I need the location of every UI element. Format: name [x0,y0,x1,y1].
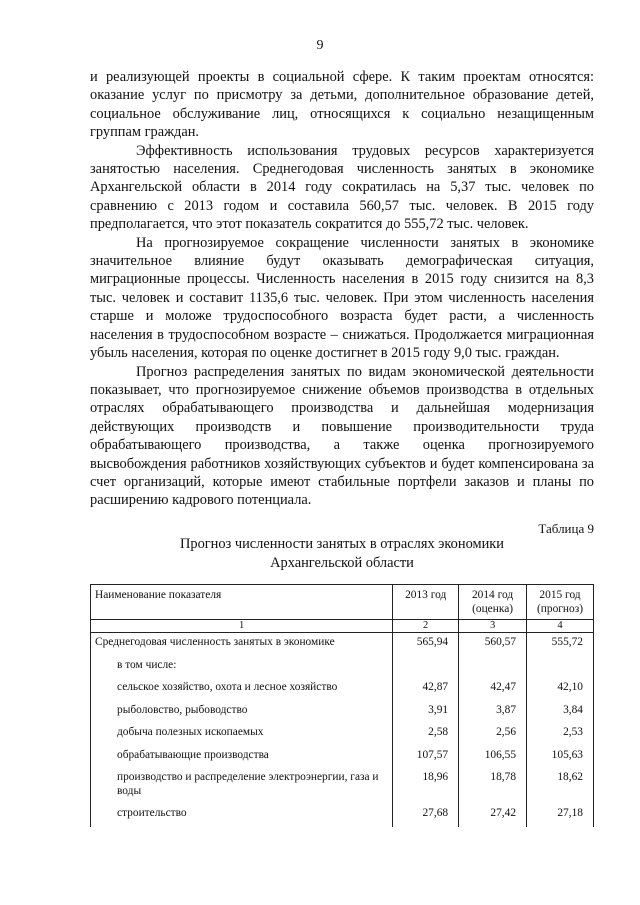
table-title [90,535,594,573]
row-label: добыча полезных ископаемых [91,723,393,746]
table-row [91,723,594,746]
value-2015: 27,18 [527,804,594,827]
value-2015: 105,63 [527,746,594,769]
column-number-row [91,620,594,633]
paragraph-4: Прогноз распределения занятых по видам экономической деятельности показывает, что прогнозируемое снижение объемов производства в отдельных отраслях обрабатывающего производства и дальнейшая модернизация действующих производств и повышение производительности труда обрабатывающего производства, а также оценка прогнозируемого высвобождения работников хозяйствующих субъектов и будет компенсирована за счет организаций, которые имеют стабильные портфели заказов и планы по расширению кадрового потенциала. [90,363,594,509]
table-header-row [91,585,594,620]
value-2014: 2,56 [459,723,527,746]
value-2013: 565,94 [393,633,459,656]
value-2015 [527,656,594,679]
column-number-1: 1 [91,620,393,633]
header-2015: 2015 год (прогноз) [527,585,594,620]
value-2014: 3,87 [459,701,527,724]
table-row [91,656,594,679]
row-label: в том числе: [91,656,393,679]
row-label: обрабатывающие производства [91,746,393,769]
row-label: строительство [91,804,393,827]
row-label: Среднегодовая численность занятых в экономике [91,633,393,656]
value-2014 [459,656,527,679]
body-text [90,68,594,510]
header-2013: 2013 год [393,585,459,620]
table-row [91,633,594,656]
table-row [91,746,594,769]
value-2015: 555,72 [527,633,594,656]
value-2013: 107,57 [393,746,459,769]
value-2015: 42,10 [527,678,594,701]
header-indicator-name: Наименование показателя [91,585,393,620]
employment-table [90,584,594,827]
table-title-line-1: Прогноз численности занятых в отраслях экономики [179,536,504,552]
value-2013 [393,656,459,679]
value-2013: 3,91 [393,701,459,724]
value-2013: 18,96 [393,768,459,804]
value-2013: 2,58 [393,723,459,746]
row-label: сельское хозяйство, охота и лесное хозяйство [91,678,393,701]
value-2013: 42,87 [393,678,459,701]
value-2015: 2,53 [527,723,594,746]
table-row [91,804,594,827]
header-2014: 2014 год (оценка) [459,585,527,620]
table-row [91,768,594,804]
column-number-2: 2 [393,620,459,633]
value-2014: 106,55 [459,746,527,769]
table-row [91,701,594,724]
value-2014: 560,57 [459,633,527,656]
value-2014: 18,78 [459,768,527,804]
table-caption: Таблица 9 [538,521,594,536]
row-label: производство и распределение электроэнергии, газа и воды [91,768,393,804]
paragraph-3: На прогнозируемое сокращение численности занятых в экономике значительное влияние будут оказывать демографическая ситуация, миграционные процессы. Численность населения в 2015 году снизится на 8,3 тыс. человек и составит 1135,6 тыс. человек. При этом численность населения старше и моложе трудоспособного возраста будет расти, а численность населения в трудоспособном возрасте – снижаться. Продолжается миграционная убыль населения, которая по оценке достигнет в 2015 году 9,0 тыс. граждан. [90,234,594,362]
value-2014: 42,47 [459,678,527,701]
paragraph-2: Эффективность использования трудовых ресурсов характеризуется занятостью населения. Среднегодовая численность занятых в экономике Архангельской области в 2014 году сократилась на 5,37 тыс. человек по сравнению с 2013 годом и составила 560,57 тыс. человек. В 2015 году предполагается, что этот показатель сократится до 555,72 тыс. человек. [90,142,594,233]
value-2014: 27,42 [459,804,527,827]
page-number: 9 [316,38,324,53]
table-row [91,678,594,701]
column-number-3: 3 [459,620,527,633]
value-2015: 18,62 [527,768,594,804]
column-number-4: 4 [527,620,594,633]
row-label: рыболовство, рыбоводство [91,701,393,724]
paragraph-1: и реализующей проекты в социальной сфере. К таким проектам относятся: оказание услуг по присмотру за детьми, дополнительное образование детей, социальное обслуживание лиц, относящихся к социально незащищенным группам граждан. [90,69,594,141]
value-2013: 27,68 [393,804,459,827]
table-title-line-2: Архангельской области [270,555,414,571]
value-2015: 3,84 [527,701,594,724]
